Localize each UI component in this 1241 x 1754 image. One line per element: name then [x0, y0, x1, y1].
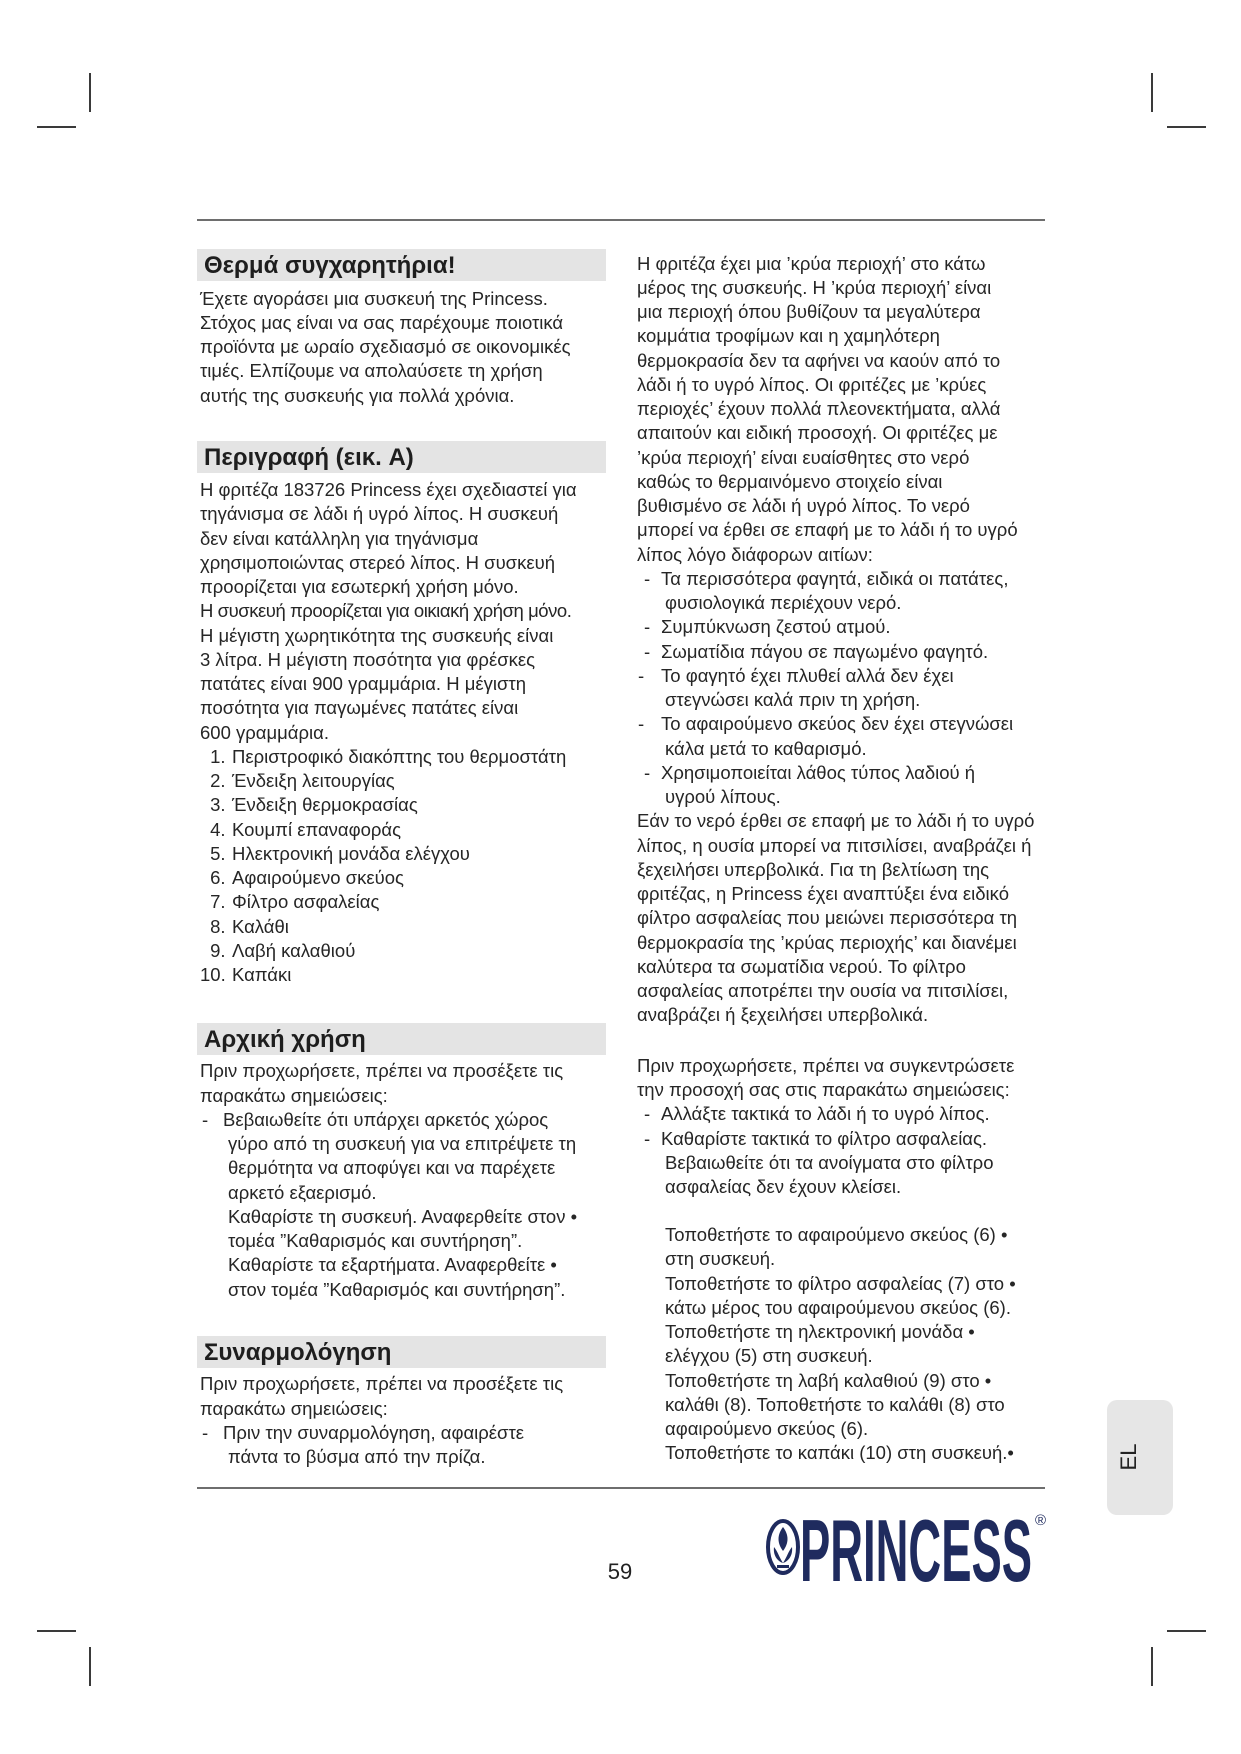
text-line: Πριν προχωρήσετε, πρέπει να προσέξετε τις — [200, 1373, 564, 1395]
assembly-paragraph — [200, 1372, 620, 1469]
text-line: θερμοκρασία δεν τα αφήνει να καούν από το — [637, 349, 1001, 371]
text-line: Η φριτέζα έχει μια ’κρύα περιοχή’ στο κάτω — [637, 252, 986, 274]
text-line: μια περιοχή όπου βυθίζουν τα μεγαλύτερα — [637, 301, 981, 323]
part-label: Φίλτρο ασφαλείας — [232, 891, 380, 913]
part-label: Κουμπί επαναφοράς — [232, 818, 402, 840]
part-item — [200, 793, 620, 817]
text-line: 3 λίτρα. Η μέγιστη ποσότητα για φρέσκες — [200, 648, 536, 670]
text-line: ασφαλείας αποτρέπει την ουσία να πιτσιλίσει, — [637, 980, 1009, 1002]
dash-marker: - — [644, 761, 651, 783]
crop-mark — [89, 1647, 91, 1686]
heading-description: Περιγραφή (εικ. A) — [197, 441, 606, 473]
part-number: 9. — [210, 939, 226, 961]
text-line: χρησιμοποιώντας στερεό λίπος. Η συσκευή — [200, 551, 556, 573]
text-line: Εάν το νερό έρθει σε επαφή με το λάδι ή το υγρό — [637, 810, 1035, 832]
text-line: θερμότητα να αποφύγει και να παρέχετε — [228, 1157, 556, 1179]
bottom-rule — [197, 1487, 1045, 1489]
text-line: λίπος, η ουσία μπορεί να πιτσιλίσει, αναβράζει ή — [637, 834, 1032, 856]
bullet-text: Βεβαιωθείτε ότι υπάρχει αρκετός χώρος — [223, 1108, 549, 1130]
part-label: Καλάθι — [232, 915, 289, 937]
bullet-text: Το φαγητό έχει πλυθεί αλλά δεν έχει — [661, 664, 954, 686]
text-line: λίπος λόγο διάφορων αιτίων: — [637, 543, 873, 565]
text-line: Τοποθετήστε τη ηλεκτρονική μονάδα • — [665, 1321, 975, 1343]
part-label: Ηλεκτρονική μονάδα ελέγχου — [232, 842, 470, 864]
text-line: Τοποθετήστε το φίλτρο ασφαλείας (7) στο • — [665, 1272, 1016, 1294]
text-line: Στόχος μας είναι να σας παρέχουμε ποιοτικά — [200, 311, 564, 333]
text-line: Η φριτέζα 183726 Princess έχει σχεδιαστεί για — [200, 479, 577, 500]
text-line: Πριν προχωρήσετε, πρέπει να συγκεντρώσετε — [637, 1054, 1015, 1076]
dash-marker: - — [644, 567, 651, 589]
heading-first-use: Αρχική χρήση — [197, 1023, 606, 1055]
text-line: αναβράζει ή ξεχειλήσει υπερβολικά. — [637, 1004, 929, 1026]
part-number: 5. — [210, 842, 226, 864]
logo-wordmark: PRINCESS — [800, 1503, 1032, 1587]
dash-marker: - — [644, 1127, 651, 1149]
princess-emblem-icon — [768, 1521, 798, 1573]
text-line: Βεβαιωθείτε ότι τα ανοίγματα στο φίλτρο — [665, 1151, 994, 1173]
first-use-paragraph — [200, 1059, 620, 1302]
text-line: καθώς το θερμαινόμενο στοιχείο είναι — [637, 470, 943, 492]
text-line: φριτέζας, η Princess έχει αναπτύξει ένα ειδικό — [637, 883, 1009, 905]
bullet-item — [637, 615, 1087, 639]
text-line: δεν είναι κατάλληλη για τηγάνισμα — [200, 527, 479, 549]
part-label: Ένδειξη θερμοκρασίας — [232, 794, 418, 816]
part-item — [200, 866, 620, 890]
crop-mark — [1151, 1647, 1153, 1686]
part-item — [200, 818, 620, 842]
part-item — [200, 842, 620, 866]
crop-mark — [89, 73, 91, 112]
text-line: μπορεί να έρθει σε επαφή με το λάδι ή το υγρό — [637, 519, 1018, 541]
text-line: ξεχειλήσει υπερβολικά. Για τη βελτίωση της — [637, 858, 990, 880]
text-line: προϊόντα με ωραίο σχεδιασμό σε οικονομικές — [200, 336, 571, 357]
part-item — [200, 963, 620, 987]
part-item — [200, 890, 620, 914]
bullet-item — [637, 664, 1087, 688]
text-line: Η συσκευή προορίζεται για οικιακή χρήση μόνο. — [200, 600, 572, 622]
text-line: τομέα ”Καθαρισμός και συντήρηση”. — [228, 1230, 523, 1252]
part-item — [200, 939, 620, 963]
text-line: ελέγχου (5) στη συσκευή. — [665, 1345, 873, 1367]
part-item — [200, 769, 620, 793]
text-line: Καθαρίστε τα εξαρτήματα. Αναφερθείτε • — [228, 1254, 557, 1276]
part-number: 4. — [210, 818, 226, 840]
language-tab — [1107, 1400, 1173, 1515]
dash-marker: - — [644, 640, 651, 662]
text-line: κομμάτια τροφίμων και η χαμηλότερη — [637, 325, 940, 347]
text-line: πάντα το βύσμα από την πρίζα. — [228, 1446, 486, 1468]
text-line: κάλα μετά το καθαρισμό. — [665, 737, 867, 759]
notes-paragraph — [637, 1054, 1087, 1200]
part-number: 10. — [200, 964, 226, 985]
text-line: καλύτερα τα σωματίδια νερού. Το φίλτρο — [637, 955, 966, 977]
text-line: την προσοχή σας στις παρακάτω σημειώσεις: — [637, 1079, 1010, 1101]
princess-logo — [764, 1503, 1052, 1587]
dash-marker: - — [202, 1421, 209, 1443]
text-line: Τοποθετήστε τη λαβή καλαθιού (9) στο • — [665, 1369, 992, 1391]
page-number: 59 — [607, 1559, 633, 1584]
text-line: βυθισμένο σε λάδι ή υγρό λίπος. Το νερό — [637, 495, 970, 517]
text-line: αρκετό εξαερισμό. — [228, 1181, 377, 1203]
text-line: θερμοκρασία της ’κρύας περιοχής’ και διανέμει — [637, 931, 1017, 953]
text-line: ασφαλείας δεν έχουν κλείσει. — [665, 1176, 902, 1198]
bullet-item — [637, 712, 1087, 736]
text-line: 600 γραμμάρια. — [200, 721, 329, 743]
text-line: φυσιολογικά περιέχουν νερό. — [665, 592, 902, 614]
crop-mark — [1167, 1630, 1206, 1632]
bullet-text: Χρησιμοποιείται λάθος τύπος λαδιού ή — [661, 761, 976, 783]
text-line: υγρού λίπους. — [665, 786, 781, 808]
part-item — [200, 745, 620, 769]
description-paragraph — [200, 478, 620, 987]
text-line: Η μέγιστη χωρητικότητα της συσκευής είναι — [200, 624, 554, 646]
bullet-text: Καθαρίστε τακτικά το φίλτρο ασφαλείας. — [661, 1127, 988, 1149]
text-line: ’κρύα περιοχή’ είναι ευαίσθητες στο νερό — [637, 446, 970, 468]
part-number: 3. — [210, 794, 226, 816]
dash-marker: - — [638, 664, 645, 686]
text-line: προορίζεται για εσωτερκή χρήση μόνο. — [200, 576, 519, 597]
part-number: 7. — [210, 891, 226, 913]
language-tab-label: EL — [1116, 1443, 1141, 1471]
text-line: Τοποθετήστε το καπάκι (10) στη συσκευή.• — [665, 1442, 1014, 1464]
part-label: Περιστροφικό διακόπτης του θερμοστάτη — [232, 745, 567, 767]
cold-zone-paragraph — [637, 252, 1087, 1028]
bullet-item — [637, 640, 1087, 664]
bullet-item — [200, 1421, 620, 1445]
text-line: αυτής της συσκευής για πολλά χρόνια. — [200, 384, 515, 406]
dash-marker: - — [638, 713, 645, 735]
bullet-text: Πριν την συναρμολόγηση, αφαιρέστε — [223, 1421, 524, 1443]
bullet-text: Το αφαιρούμενο σκεύος δεν έχει στεγνώσει — [661, 713, 1014, 735]
part-number: 2. — [210, 770, 226, 791]
part-label: Αφαιρούμενο σκεύος — [232, 867, 404, 888]
part-label: Καπάκι — [232, 964, 292, 985]
text-line: Καθαρίστε τη συσκευή. Αναφερθείτε στον • — [228, 1205, 578, 1227]
part-number: 8. — [210, 915, 226, 937]
dash-marker: - — [644, 616, 651, 638]
text-line: μέρος της συσκευής. Η ’κρύα περιοχή’ είναι — [637, 276, 992, 298]
bullet-text: Αλλάξτε τακτικά το λάδι ή το υγρό λίπος. — [661, 1103, 990, 1125]
text-line: φίλτρο ασφαλείας που μειώνει περισσότερα τη — [637, 907, 1018, 929]
text-line: στη συσκευή. — [665, 1248, 776, 1270]
heading-assembly: Συναρμολόγηση — [197, 1336, 606, 1368]
text-line: αφαιρούμενο σκεύος (6). — [665, 1418, 869, 1440]
part-item — [200, 915, 620, 939]
text-line: στεγνώσει καλά πριν τη χρήση. — [665, 689, 921, 711]
text-line: γύρο από τη συσκευή για να επιτρέψετε τη — [228, 1133, 577, 1155]
text-line: λάδι ή το υγρό λίπος. Οι φριτέζες με ’κρύες — [637, 373, 987, 395]
part-number: 6. — [210, 867, 226, 888]
text-line: παρακάτω σημειώσεις: — [200, 1084, 388, 1106]
bullet-item — [637, 567, 1087, 591]
text-line: στον τομέα ”Καθαρισμός και συντήρηση”. — [228, 1278, 566, 1300]
bullet-item — [637, 1102, 1087, 1126]
text-line: Πριν προχωρήσετε, πρέπει να προσέξετε τις — [200, 1060, 564, 1082]
dash-marker: - — [202, 1108, 209, 1130]
part-number: 1. — [210, 745, 226, 767]
text-line: Έχετε αγοράσει μια συσκευή της Princess. — [200, 287, 548, 309]
crop-mark — [37, 126, 76, 128]
text-line: ποσότητα για παγωμένες πατάτες είναι — [200, 697, 519, 719]
bullet-item — [637, 761, 1087, 785]
crop-mark — [37, 1630, 76, 1632]
text-line: πατάτες είναι 900 γραμμάρια. Η μέγιστη — [200, 673, 526, 694]
bullet-item — [637, 1127, 1087, 1151]
heading-congratulations: Θερμά συγχαρητήρια! — [197, 249, 606, 281]
text-line: παρακάτω σημειώσεις: — [200, 1397, 388, 1419]
congrats-paragraph — [200, 287, 620, 408]
crop-mark — [1167, 126, 1206, 128]
bullet-text: Σωματίδια πάγου σε παγωμένο φαγητό. — [661, 640, 989, 662]
text-line: απαιτούν και ειδική προσοχή. Οι φριτέζες με — [637, 422, 998, 444]
text-line: καλάθι (8). Τοποθετήστε το καλάθι (8) στο — [665, 1393, 1005, 1415]
part-label: Ένδειξη λειτουργίας — [232, 770, 395, 791]
part-label: Λαβή καλαθιού — [232, 939, 356, 961]
text-line: τηγάνισμα σε λάδι ή υγρό λίπος. Η συσκευή — [200, 503, 559, 525]
text-line: τιμές. Ελπίζουμε να απολαύσετε τη χρήση — [200, 360, 543, 382]
bullet-text: Συμπύκνωση ζεστού ατμού. — [661, 616, 891, 638]
text-line: περιοχές’ έχουν πολλά πλεονεκτήματα, αλλά — [637, 398, 1001, 420]
top-rule — [197, 219, 1045, 221]
crop-mark — [1151, 73, 1153, 112]
registered-mark: ® — [1035, 1512, 1047, 1529]
bullet-text: Τα περισσότερα φαγητά, ειδικά οι πατάτες, — [661, 567, 1009, 589]
text-line: κάτω μέρος του αφαιρούμενου σκεύος (6). — [665, 1296, 1011, 1318]
bullet-item — [200, 1108, 620, 1132]
text-line: Τοποθετήστε το αφαιρούμενο σκεύος (6) • — [665, 1224, 1008, 1246]
assembly-steps-paragraph — [637, 1223, 1087, 1466]
dash-marker: - — [644, 1103, 651, 1125]
